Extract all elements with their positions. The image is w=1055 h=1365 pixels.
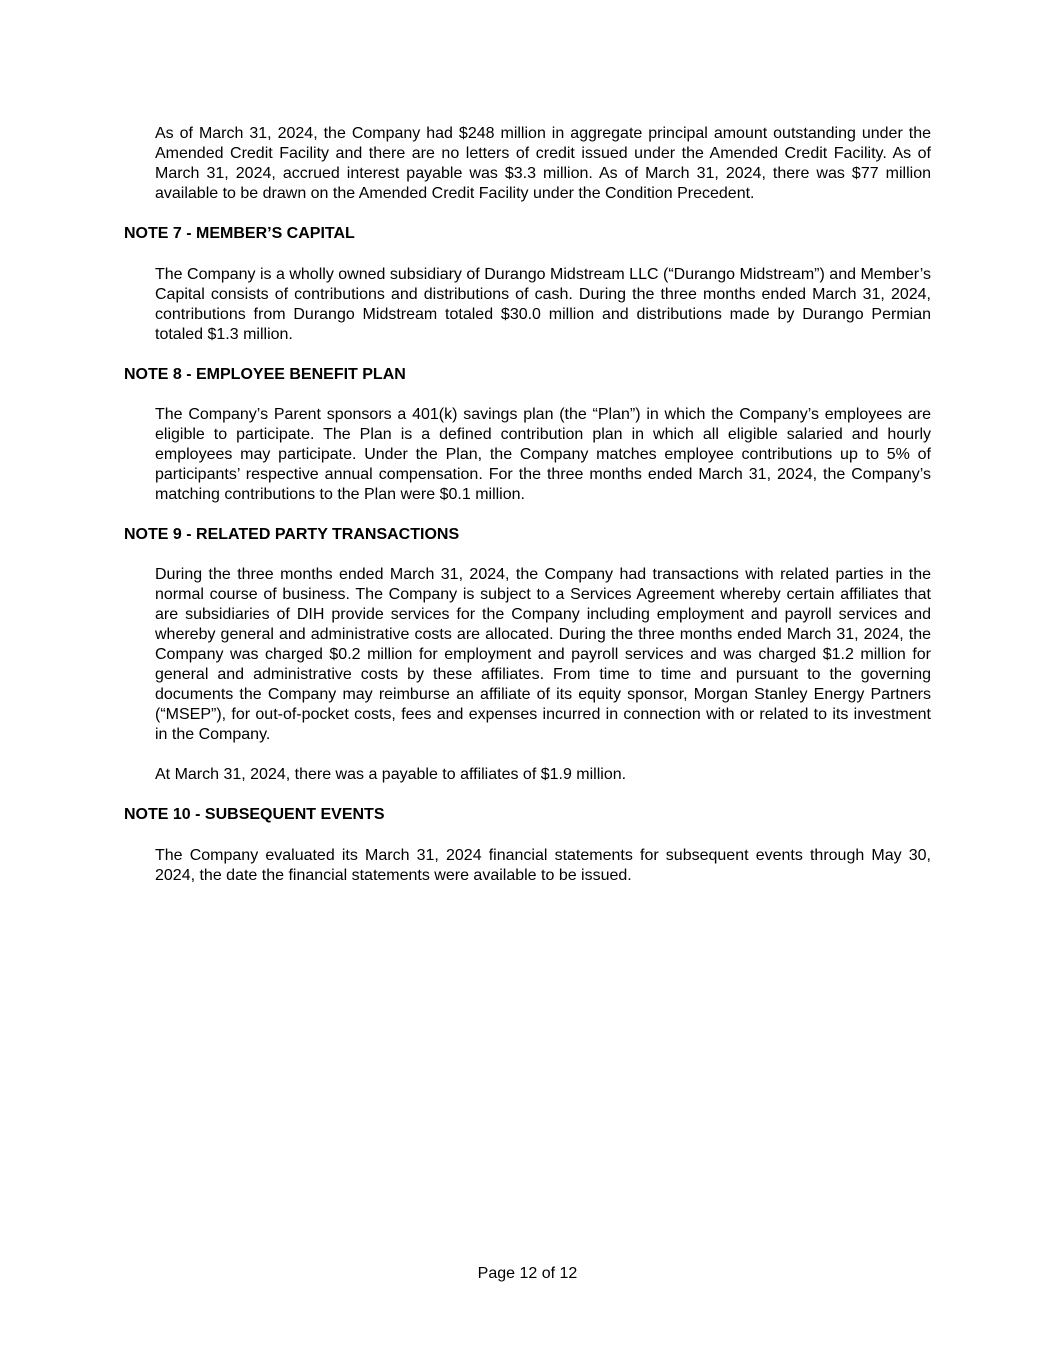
note-10-body: The Company evaluated its March 31, 2024 financial statements for subsequent events through May 30, 2024, the date the financial statements were available to be issued. [155, 847, 931, 884]
note-8-heading: NOTE 8 - EMPLOYEE BENEFIT PLAN [124, 366, 406, 383]
note-9-heading: NOTE 9 - RELATED PARTY TRANSACTIONS [124, 526, 460, 543]
note-10-heading: NOTE 10 - SUBSEQUENT EVENTS [124, 806, 385, 823]
credit-facility-paragraph: As of March 31, 2024, the Company had $248 million in aggregate principal amount outstanding under the Amended Credit Facility and there are no letters of credit issued under the Amended Credit Facility. As of March 31, 2024, accrued interest payable was $3.3 million. As of March 31, 2024, there was $77 million available to be drawn on the Amended Credit Facility under the Condition Precedent. [155, 125, 931, 202]
note-9-body: During the three months ended March 31, 2024, the Company had transactions with related parties in the normal course of business. The Company is subject to a Services Agreement whereby certain affiliates that are subsidiaries of DIH provide services for the Company including employment and payroll services and whereby general and administrative costs are allocated. During the three months ended March 31, 2024, the Company was charged $0.2 million for employment and payroll services and was charged $1.2 million for general and administrative costs by these affiliates. From time to time and pursuant to the governing documents the Company may reimburse an affiliate of its equity sponsor, Morgan Stanley Energy Partners (“MSEP”), for out-of-pocket costs, fees and expenses incurred in connection with or related to its investment in the Company. [155, 566, 931, 743]
note-8-body: The Company’s Parent sponsors a 401(k) savings plan (the “Plan”) in which the Company’s employees are eligible to participate. The Plan is a defined contribution plan in which all eligible salaried and hourly employees may participate. Under the Plan, the Company matches employee contributions up to 5% of participants’ respective annual compensation. For the three months ended March 31, 2024, the Company’s matching contributions to the Plan were $0.1 million. [155, 406, 931, 503]
note-9-payable-paragraph: At March 31, 2024, there was a payable to affiliates of $1.9 million. [155, 766, 627, 783]
note-7-heading: NOTE 7 - MEMBER’S CAPITAL [124, 225, 355, 242]
page-number: Page 12 of 12 [477, 1265, 578, 1282]
note-7-body: The Company is a wholly owned subsidiary of Durango Midstream LLC (“Durango Midstream”) and Member’s Capital consists of contributions and distributions of cash. During the three months ended March 31, 2024, contributions from Durango Midstream totaled $30.0 million and distributions made by Durango Permian totaled $1.3 million. [155, 266, 931, 343]
